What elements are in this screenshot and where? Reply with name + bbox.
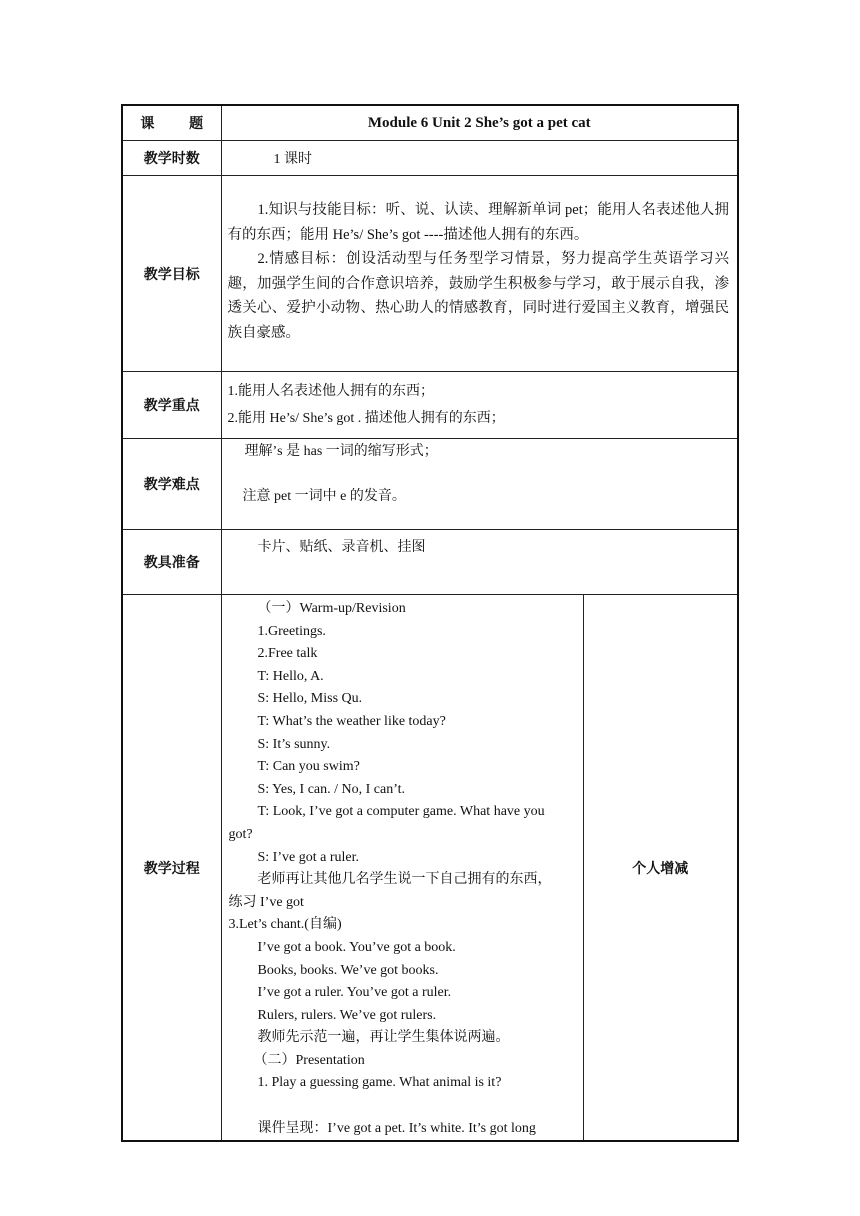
process-line: T: Hello, A. — [257, 668, 324, 684]
goal-item: 1.知识与技能目标：听、说、认读、理解新单词 pet；能用人名表述他人拥有的东西；能用 He’s/ She’s got ----描述他人拥有的东西。 — [227, 202, 729, 243]
process-line: （一）Warm-up/Revision — [257, 601, 406, 616]
row-difficulties — [122, 439, 738, 530]
tools-content: 卡片、贴纸、录音机、挂图 — [221, 530, 738, 595]
process-line: 教师先示范一遍，再让学生集体说两遍。 — [257, 1030, 510, 1046]
lesson-title: Module 6 Unit 2 She’s got a pet cat — [221, 105, 738, 141]
process-line: 1.Greetings. — [257, 623, 326, 639]
process-line: 2.Free talk — [257, 646, 318, 662]
row-tools — [122, 530, 738, 595]
process-line: 课件呈现：I’ve got a pet. It’s white. It’s got long — [257, 1120, 536, 1136]
tools-label: 教具准备 — [122, 530, 221, 595]
process-content — [221, 595, 583, 1142]
process-line: S: I’ve got a ruler. — [257, 849, 359, 865]
process-line: T: What’s the weather like today? — [257, 713, 446, 729]
key-points-content — [221, 372, 738, 439]
key-points-label: 教学重点 — [122, 372, 221, 439]
process-line: Rulers, rulers. We’ve got rulers. — [257, 1007, 437, 1023]
process-line: S: Yes, I can. / No, I can’t. — [257, 781, 406, 797]
goal-item: 2.情感目标：创设活动型与任务型学习情景，努力提高学生英语学习兴趣，加强学生间的合作意识培养，鼓励学生积极参与学习，敢于展示自我，渗透关心、爱护小动物、热心助人的情感教育，同时进行爱国主义教育，增强民族自豪感。 — [227, 251, 729, 341]
process-label: 教学过程 — [122, 595, 221, 1142]
topic-label: 课 题 — [122, 105, 221, 141]
process-line: （二）Presentation — [253, 1052, 365, 1068]
process-line: 3.Let’s chant.(自编) — [228, 917, 342, 933]
difficulty-item: 理解’s 是 has 一词的缩写形式； — [244, 444, 438, 459]
process-line: got? — [228, 826, 253, 842]
process-line: T: Can you swim? — [257, 759, 360, 775]
hours-label: 教学时数 — [122, 141, 221, 176]
process-line: 老师再让其他几名学生说一下自己拥有的东西， — [257, 872, 552, 888]
row-goals — [122, 176, 738, 372]
goals-label: 教学目标 — [122, 176, 221, 372]
hours-value: 1 课时 — [221, 141, 738, 176]
process-line: I’ve got a ruler. You’ve got a ruler. — [257, 985, 452, 1001]
difficulties-label: 教学难点 — [122, 439, 221, 530]
row-key-points — [122, 372, 738, 439]
key-point-item: 2.能用 He’s/ She’s got . 描述他人拥有的东西； — [227, 411, 505, 426]
row-topic — [122, 105, 738, 141]
process-line: I’ve got a book. You’ve got a book. — [257, 939, 456, 955]
difficulty-item: 注意 pet 一词中 e 的发音。 — [242, 489, 406, 504]
process-line: Books, books. We’ve got books. — [257, 962, 439, 978]
process-line: 练习 I’ve got — [228, 894, 304, 910]
process-line: T: Look, I’ve got a computer game. What have you — [257, 804, 545, 820]
lesson-plan-table — [121, 104, 739, 1142]
process-line: S: It’s sunny. — [257, 736, 331, 752]
difficulties-content — [221, 439, 738, 530]
personal-adjust-label: 个人增减 — [583, 595, 738, 1142]
row-hours — [122, 141, 738, 176]
process-line: S: Hello, Miss Qu. — [257, 691, 363, 707]
process-line — [229, 1095, 579, 1118]
process-line: 1. Play a guessing game. What animal is it? — [257, 1075, 502, 1091]
row-process — [122, 595, 738, 1142]
key-point-item: 1.能用人名表述他人拥有的东西； — [227, 384, 434, 399]
goals-content — [221, 176, 738, 372]
